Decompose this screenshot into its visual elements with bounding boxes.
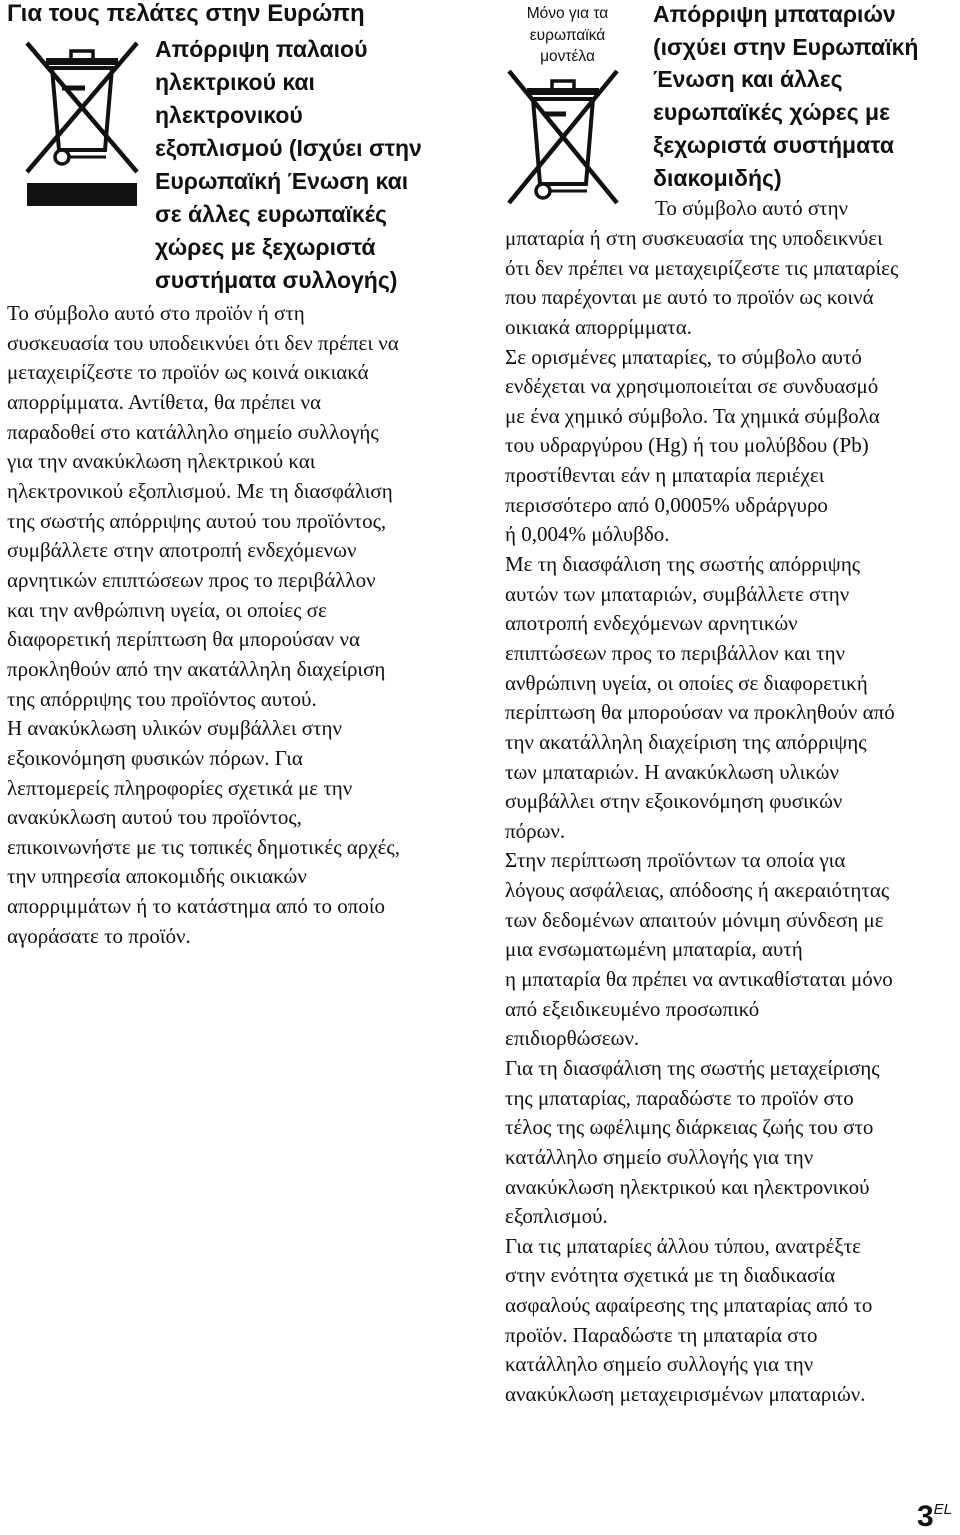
- body-text-line: ανακύκλωση αυτού του προϊόντος,: [7, 805, 302, 830]
- heading-line: Απόρριψη παλαιού: [155, 36, 368, 62]
- body-text-line: Η ανακύκλωση υλικών συμβάλλει στην: [7, 716, 342, 741]
- body-text-line: επιδιορθώσεων.: [505, 1026, 640, 1051]
- battery-disposal-heading: [653, 0, 955, 194]
- weee-body-text: [7, 299, 475, 951]
- page-number: [917, 1500, 952, 1534]
- note-line: μοντέλα: [540, 48, 595, 65]
- body-text-line: και την ανθρώπινη υγεία, οι οποίες σε: [7, 597, 327, 622]
- body-text-line: ανακύκλωση ηλεκτρικού και ηλεκτρονικού: [505, 1174, 870, 1199]
- body-text-line: Στην περίπτωση προϊόντων τα οποία για: [505, 848, 846, 873]
- body-text-line: τέλος της ωφέλιμης διάρκειας ζωής του στο: [505, 1115, 874, 1140]
- body-text-line: λεπτομερείς πληροφορίες σχετικά με την: [7, 775, 353, 800]
- weee-heading: [155, 33, 467, 297]
- body-text-line: την υπηρεσία αποκομιδής οικιακών: [7, 864, 307, 889]
- body-text-line: αυτών των μπαταριών, συμβάλλετε στην: [505, 581, 850, 606]
- body-text-line: μπαταρία ή στη συσκευασία της υποδεικνύει: [505, 226, 883, 250]
- body-text-line: αποτροπή ενδεχόμενων αρνητικών: [505, 611, 798, 636]
- heading-line: (ισχύει στην Ευρωπαϊκή: [653, 33, 919, 60]
- crossed-out-wheelie-bin-with-bar-icon: [22, 38, 142, 210]
- body-text-line: μεταχειρίζεστε το προϊόν ως κοινά οικιακά: [7, 360, 369, 385]
- body-text-line: ανακύκλωση μεταχειρισμένων μπαταριών.: [505, 1381, 866, 1406]
- heading-line: Απόρριψη μπαταριών: [653, 1, 896, 27]
- body-text-line: οικιακά απορρίμματα.: [505, 314, 692, 339]
- body-text-line: προκληθούν από την ακατάλληλη διαχείριση: [7, 656, 386, 681]
- body-text-line: συμβάλλει στην εξοικονόμηση φυσικών: [505, 789, 843, 814]
- body-text-line: περισσότερο από 0,0005% υδράργυρο: [505, 492, 828, 517]
- body-text-line: ασφαλούς αφαίρεσης της μπαταρίας από το: [505, 1293, 873, 1318]
- body-text-line: παραδοθεί στο κατάλληλο σημείο συλλογής: [7, 419, 379, 444]
- body-text-line: ή 0,004% μόλυβδο.: [505, 522, 670, 547]
- body-text-line: για την ανακύκλωση ηλεκτρικού και: [7, 449, 316, 474]
- body-text-line: αγοράσατε το προϊόν.: [7, 923, 191, 948]
- page-language-suffix: EL: [933, 1501, 952, 1518]
- body-text-line: ενδέχεται να χρησιμοποιείται σε συνδυασμό: [505, 374, 879, 399]
- body-text-line: μια ενσωματωμένη μπαταρία, αυτή: [505, 937, 803, 962]
- note-line: Μόνο για τα: [526, 5, 609, 22]
- body-text-line: της απόρριψης του προϊόντος αυτού.: [7, 686, 317, 711]
- body-text-line: απορριμμάτων ή το κατάστημα από το οποίο: [7, 894, 386, 919]
- body-text-line: με ένα χημικό σύμβολο. Τα χημικά σύμβολα: [505, 403, 880, 428]
- body-text-line: ανθρώπινη υγεία, οι οποίες σε διαφορετική: [505, 670, 868, 695]
- body-text-line: επικοινωνήστε με τις τοπικές δημοτικές αρχές,: [7, 834, 400, 859]
- heading-line: ηλεκτρονικού: [155, 102, 303, 128]
- heading-line: ηλεκτρικού και: [155, 69, 315, 95]
- body-text-line: του υδραργύρου (Hg) ή του μολύβδου (Pb): [505, 433, 869, 458]
- battery-body-text: [505, 224, 955, 1410]
- body-text-line: η μπαταρία θα πρέπει να αντικαθίσταται μόνο: [505, 967, 893, 992]
- body-text-line: των μπαταριών. Η ανακύκλωση υλικών: [505, 759, 839, 784]
- body-text-line: συσκευασία του υποδεικνύει ότι δεν πρέπει να: [7, 330, 399, 355]
- body-text-line: Το σύμβολο αυτό στο προϊόν ή στη: [7, 301, 305, 325]
- heading-line: διακομιδής): [653, 164, 782, 191]
- body-text-line: της σωστής απόρριψης αυτού του προϊόντος,: [7, 508, 387, 533]
- section-title: Για τους πελάτες στην Ευρώπη: [7, 0, 365, 27]
- body-text-line: διαφορετική περίπτωση θα μπορούσαν να: [7, 627, 360, 652]
- body-text-line: ότι δεν πρέπει να μεταχειρίζεστε τις μπαταρίες: [505, 255, 899, 280]
- crossed-out-wheelie-bin-icon: [504, 66, 622, 208]
- heading-line: συστήματα συλλογής): [155, 267, 398, 293]
- body-text-line: κατάλληλο σημείο συλλογής για την: [505, 1144, 814, 1169]
- heading-line: εξοπλισμού (Ισχύει στην: [155, 135, 422, 161]
- body-text-line: περίπτωση θα μπορούσαν να προκληθούν από: [505, 700, 895, 725]
- note-line: ευρωπαϊκά: [529, 26, 606, 44]
- body-text-line: λόγους ασφάλειας, απόδοσης ή ακεραιότητας: [505, 878, 890, 903]
- body-text-line: πόρων.: [505, 818, 566, 843]
- heading-line: Ευρωπαϊκή Ένωση και: [155, 168, 409, 194]
- body-text-line: ηλεκτρονικού εξοπλισμού. Με τη διασφάλιση: [7, 478, 393, 503]
- body-text-line: Για τις μπαταρίες άλλου τύπου, ανατρέξτε: [505, 1233, 861, 1258]
- body-text-line: απορρίμματα. Αντίθετα, θα πρέπει να: [7, 389, 322, 414]
- heading-line: ξεχωριστά συστήματα: [653, 131, 894, 158]
- heading-line: Ένωση και άλλες: [653, 66, 843, 93]
- battery-body-intro-line: Το σύμβολο αυτό στην: [655, 196, 849, 220]
- heading-line: σε άλλες ευρωπαϊκές: [155, 201, 388, 227]
- body-text-line: επιπτώσεων προς το περιβάλλον και την: [505, 640, 846, 665]
- page-number-value: 3: [916, 1500, 934, 1533]
- body-text-line: κατάλληλο σημείο συλλογής για την: [505, 1352, 814, 1377]
- body-text-line: της μπαταρίας, παραδώστε το προϊόν στο: [505, 1085, 854, 1110]
- body-text-line: την ακατάλληλη διαχείριση της απόρριψης: [505, 729, 867, 754]
- body-text-line: Σε ορισμένες μπαταρίες, το σύμβολο αυτό: [505, 344, 862, 369]
- body-text-line: αρνητικών επιπτώσεων προς το περιβάλλον: [7, 567, 376, 592]
- european-models-note: [500, 3, 635, 68]
- body-text-line: από εξειδικευμένο προσωπικό: [505, 996, 760, 1021]
- heading-line: χώρες με ξεχωριστά: [155, 234, 376, 260]
- body-text-line: εξοικονόμηση φυσικών πόρων. Για: [7, 745, 303, 770]
- body-text-line: που παρέχονται με αυτό το προϊόν ως κοινά: [505, 285, 874, 310]
- body-text-line: στην ενότητα σχετικά με τη διαδικασία: [505, 1263, 836, 1288]
- body-text-line: Για τη διασφάλιση της σωστής μεταχείρισης: [505, 1055, 880, 1080]
- heading-line: ευρωπαϊκές χώρες με: [653, 99, 891, 126]
- body-text-line: εξοπλισμού.: [505, 1204, 608, 1229]
- body-text-line: προϊόν. Παραδώστε τη μπαταρία στο: [505, 1322, 818, 1347]
- body-text-line: προστίθενται εάν η μπαταρία περιέχει: [505, 463, 825, 488]
- body-text-line: συμβάλλετε στην αποτροπή ενδεχόμενων: [7, 538, 357, 563]
- body-text-line: των δεδομένων απαιτούν μόνιμη σύνδεση με: [505, 907, 884, 932]
- body-text-line: Με τη διασφάλιση της σωστής απόρριψης: [505, 552, 861, 577]
